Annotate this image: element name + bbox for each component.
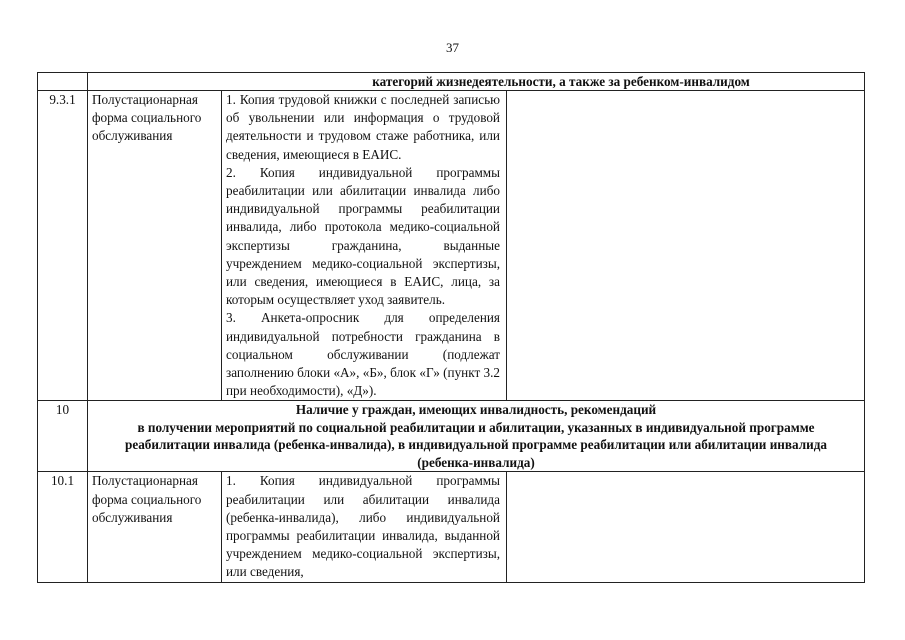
required-documents	[222, 91, 507, 401]
page-bottom-margin	[0, 594, 905, 640]
table-row-10-1	[38, 472, 865, 582]
document-item-1: 1. Копия индивидуальной программы реабилитации или абилитации инвалида (ребенка-инвалида), либо индивидуальной программы реабилитации инвалида, выданной учреждением медико-социальной экспертизы, или сведения,	[226, 473, 500, 580]
section-title	[88, 401, 865, 472]
service-form: Полустационарная форма социального обслуживания	[88, 91, 222, 401]
section-number: 10	[38, 401, 88, 472]
section-row-10	[38, 401, 865, 472]
required-documents	[222, 472, 507, 582]
extra-cell	[507, 472, 865, 582]
document-item-3: 3. Анкета-опросник для определения индивидуальной потребности гражданина в социальном обслуживании (подлежат заполнению блоки «А», «Б», блок «Г» (пункт 3.2 при необходимости), «Д»).	[226, 310, 501, 399]
service-form: Полустационарная форма социального обслуживания	[88, 472, 222, 582]
document-item-2: 2. Копия индивидуальной программы реабилитации или абилитации инвалида либо индивидуальной программы реабилитации инвалида, либо протокола медико-социальной экспертизы гражданина, выданные учреждением медико-социальной экспертизы, или сведения, имеющиеся в ЕАИС, лица, за которым осуществляет уход заявитель.	[226, 164, 500, 308]
documents-table	[37, 72, 865, 583]
continuation-num-cell	[38, 73, 88, 91]
continuation-row	[38, 73, 865, 91]
document-item-1: 1. Копия трудовой книжки с последней записью об увольнении или информация о трудовой деятельности и трудовом стаже работника, или сведения, имеющиеся в ЕАИС.	[226, 92, 500, 162]
continuation-header: категорий жизнедеятельности, а также за ребенком-инвалидом	[88, 73, 865, 91]
row-number: 10.1	[38, 472, 88, 582]
extra-cell	[507, 91, 865, 401]
table-row-9-3-1	[38, 91, 865, 401]
section-title-line-2: в получении мероприятий по социальной реабилитации и абилитации, указанных в индивидуальной программе реабилитации инвалида (ребенка-инвалида), в индивидуальной программе реабилитации или абилитации инвалида (ребенка-инвалида)	[125, 419, 827, 470]
row-number: 9.3.1	[38, 91, 88, 401]
section-title-line-1: Наличие у граждан, имеющих инвалидность, рекомендаций	[295, 402, 657, 418]
page-number: 37	[446, 40, 459, 55]
